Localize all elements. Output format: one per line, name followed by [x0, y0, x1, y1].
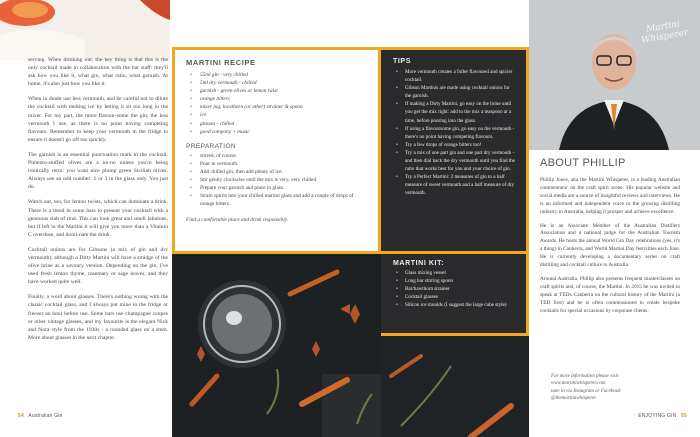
left-folio [18, 413, 63, 419]
website-link[interactable]: www.martiniwhisperer.com [551, 381, 606, 387]
right-folio [638, 413, 690, 419]
ingredient-item: • orange bitters [200, 95, 368, 103]
contact-info [551, 373, 681, 403]
prep-step: • Strain spirits into your chilled martini glass and add a couple of drops of orange bitters. [200, 192, 368, 208]
paragraph: When in doubt use less vermouth, and be careful not to dilute the cocktail with melting ice by letting it sit too long in the mixer. For my part, the more flavour-some the gin, the less vermouth I use, as there is no point having competing flavours. Remember to keep your vermouth in the fridge to ensure it doesn't go off too quickly. [28, 96, 168, 143]
tip-item: • Try a few drops of orange bitters too! [405, 141, 516, 149]
page-number: 54 [18, 413, 24, 419]
ingredient-list [186, 71, 368, 136]
ingredient-item: • garnish - green olives or lemon twist [200, 87, 368, 95]
paragraph: Watch out, too, for lemon twists, which can dominate a drink. There is a trend in some bars to present your cocktail with a generous slab of rind. This can look great and smell fabulous, but if left in the Martini it will give you more than a Vitamin C overdose, and domi-nate the drink. [28, 199, 168, 238]
tip-item: • More vermouth creates a fuller flavoured and spicier cocktail. [405, 68, 516, 84]
garnish-photo-lower [381, 336, 529, 437]
prep-step: • Add chilled gin, then add plenty of ice. [200, 168, 368, 176]
prep-step: • stirred, of course. [200, 152, 368, 160]
section-title: ENJOYING GIN [638, 413, 677, 419]
ingredient-item: • 55ml gin - very chilled [200, 71, 368, 79]
portrait-sign-text: Martini Whisperer [640, 19, 690, 46]
ingredient-item: • good company + music [200, 128, 368, 136]
tips-panel [381, 47, 529, 254]
kit-item: • Glass mixing vessel [405, 269, 516, 277]
recipe-title: MARTINI RECIPE [186, 58, 256, 67]
recipe-box [172, 47, 381, 254]
ingredient-item: • 5ml dry vermouth - chilled [200, 79, 368, 87]
preparation-title: PREPARATION [186, 142, 237, 150]
kit-item: • Long bar stirring spoon [405, 277, 516, 285]
social-handle[interactable]: @themartiniwhisperer. [551, 396, 597, 402]
tip-item: • Try a Perfect Martini: 2 measures of gin to a half measure of sweet vermouth and a half measure of dry vermouth. [405, 173, 516, 197]
kit-item: • Silicon ice moulds (I suggest the large cube style) [405, 301, 516, 309]
martini-kit-panel [381, 254, 529, 336]
paragraph: Around Australia, Phillip also presents frequent masterclasses on craft spirits and, of course, the Martini. In 2015 he was invited to speak at TEDx Canberra on the cultural history of the Martini (a TED first) and he is often commissioned to create bespoke cocktails for special occasions by corporate clients. [540, 275, 680, 314]
about-body-text [540, 177, 680, 322]
contact-line: For more information please visit [551, 374, 619, 379]
tip-item: • Gibson Martinis are made using cocktail onions for the garnish. [405, 84, 516, 100]
tip-item: • If using a flavoursome gin, go easy on the vermouth - there's no point having competing flavours. [405, 125, 516, 141]
tips-title: TIPS [393, 58, 411, 65]
martini-photo [172, 254, 381, 437]
prep-step: • Stir gently clockwise until the mix is very, very chilled. [200, 176, 368, 184]
paragraph: Cocktail onions are for Gibsons (a mix of gin and dry vermouth), although a Dirty Martini will have a smidge of the olive brine as a savoury version. Depending on the gin, I've used fresh lemon thyme, rosemary or sage leaves, and they have worked quite well. [28, 246, 168, 286]
ingredient-item: • glasses - chilled [200, 120, 368, 128]
book-title: Australian Gin [28, 413, 63, 419]
contact-line: tune in via Instagram or Facebook [551, 388, 621, 394]
ingredient-item: • ice [200, 111, 368, 119]
recipe-footer: Find a comfortable place and drink responsibly. [186, 217, 289, 224]
paragraph: The garnish is an essential punctuation mark in the cocktail. Pimento-stuffed olives are a no-no unless you're being ironically retro: you want nice plump green Sicilian olives. Always use an odd number: 1 or 3 in the glass only. You just do. [28, 151, 168, 191]
prep-step: • Prepare your garnish and place in glass. [200, 184, 368, 192]
kit-item: • Bar/hawthorn strainer [405, 285, 516, 293]
kit-title: MARTINI KIT: [393, 260, 445, 267]
paragraph: Finally, a word about glasses. There's nothing wrong with the classic cocktail glass, and I always put mine in the fridge or freezer an hour before use. Some bars use champagne coupes or other vintage glasses, and my favourite is the elegant Nick and Nora style from the 1930s - a rounded glass on a stem. More about glasses in the next chapter. [28, 294, 168, 341]
ingredient-item: • mixer jug, hawthorn (or other) strainer & spoon [200, 103, 368, 111]
kit-item: • Cocktail glasses [405, 293, 516, 301]
paragraph: Phillip Jones, aka the Martini Whisperer, is a leading Australian commentator on the craft spirit scene. His popular website and social media are a source of insightful reviews and interviews. He is an informed and independent voice to the growing distilling industry in Australia, helping it prosper and achieve excellence. [540, 177, 680, 215]
tip-item: • If making a Dirty Martini, go easy on the brine until you get the mix right: add to the mix a teaspoon at a time, before pouring into the glass. [405, 100, 516, 124]
tip-item: • Try a mix of one part gin and one part dry vermouth - and then dial back the dry vermouth until you find the ratio that works best for you and your choice of gin. [405, 149, 516, 173]
prep-step: • Pour in vermouth. [200, 160, 368, 168]
tips-list [393, 68, 516, 198]
kit-list [393, 269, 516, 309]
page-number: 55 [681, 413, 687, 419]
paragraph: He is an Associate Member of the Australian Distillers Association and a national judge for the Australian Tourism Awards. He hosts the annual World Gin Day celebrations (yes, it's a thing) in Canberra, and World Martini Day festivities each June. He is currently developing a documentary series on craft distilling and cocktail culture in Australia. [540, 222, 680, 269]
left-body-text [28, 56, 168, 349]
author-portrait [529, 0, 700, 150]
garnish-photo [0, 0, 170, 60]
about-title: ABOUT PHILLIP [540, 157, 626, 169]
paragraph: serving. When drinking out, the key thing is that this is the only cocktail made in collaboration with the bar staff: they'll ask how you like it, what gin, what ratio, what garnish. At home, it's also just how you like it. [28, 57, 168, 88]
preparation-steps [186, 152, 368, 209]
